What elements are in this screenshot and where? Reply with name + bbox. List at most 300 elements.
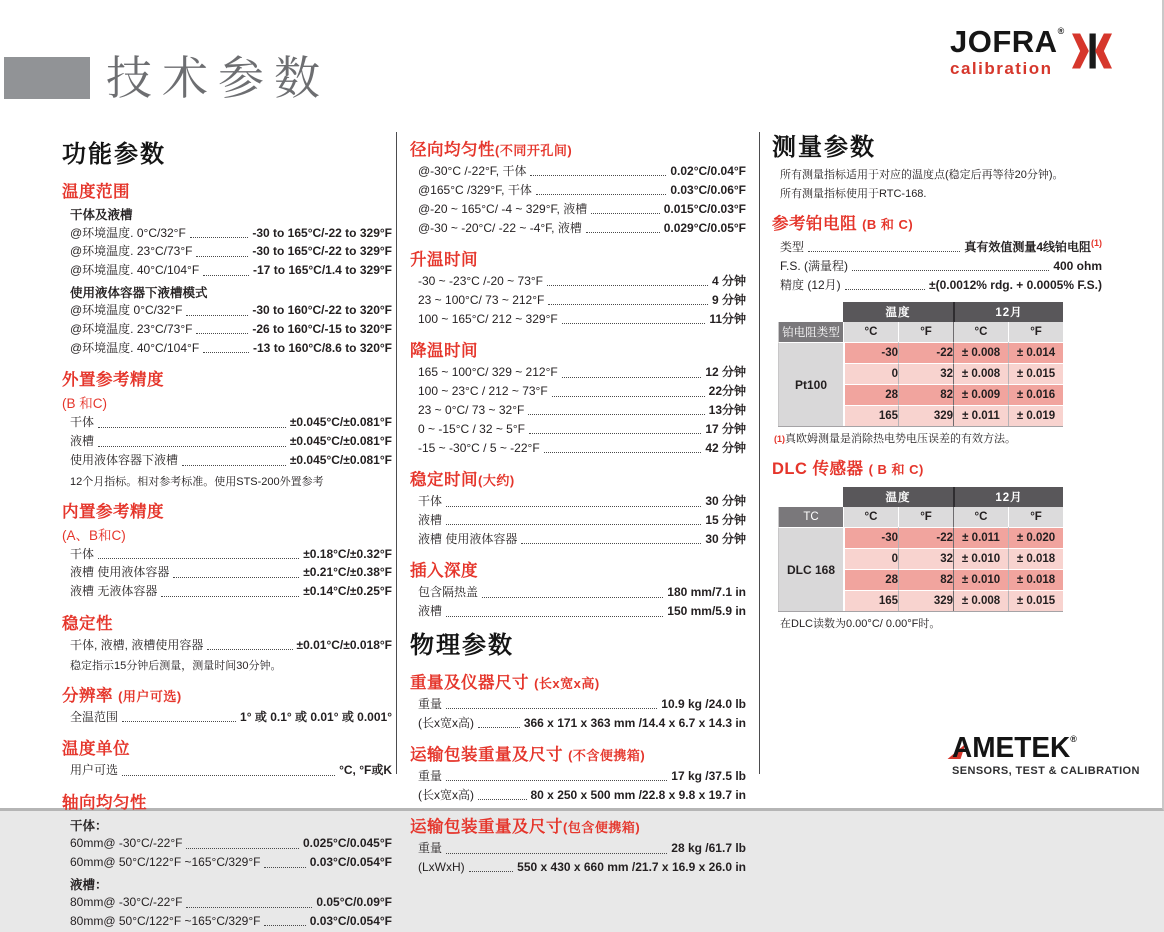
column-measurement-params [772, 123, 1102, 633]
spec-value: 0.025°C/0.045°F [303, 836, 392, 851]
spec-label: @环境温度. 0°C/32°F [70, 225, 186, 240]
table-col-header: °C [953, 507, 1008, 527]
spec-value: 真有效值测量4线铂电阻$^{(1)}$ [964, 238, 1102, 254]
spec-row [772, 237, 1102, 256]
spec-label: 干体, 液槽, 液槽使用容器 [70, 637, 204, 652]
dotted-leader [122, 775, 335, 776]
spec-row [62, 546, 392, 563]
table-row-label: Pt100 [778, 342, 843, 426]
dotted-leader [98, 446, 286, 447]
spec-value: -26 to 160°C/-15 to 320°F [252, 322, 392, 337]
spec-value: 22分钟 [708, 384, 746, 399]
spec-value: 150 mm/5.9 in [667, 604, 746, 619]
spec-label: 23 ~ 0°C/ 73 ~ 32°F [418, 403, 525, 418]
spec-label: 液槽 使用液体容器 [70, 565, 170, 580]
spec-row [772, 258, 1102, 275]
table-cell: ± 0.019 [1008, 405, 1063, 426]
dotted-leader [544, 452, 702, 453]
dotted-leader [529, 433, 701, 434]
dotted-leader [446, 708, 657, 709]
spec-heading-suffix: (不含便携箱) [568, 747, 646, 763]
spec-label: (LxWxH) [418, 860, 465, 875]
dotted-leader [528, 414, 704, 415]
spec-label: 精度 (12月) [780, 277, 841, 292]
spec-value: 0.03°C/0.054°F [309, 855, 392, 870]
spec-row [410, 364, 746, 381]
table-group-temperature: 温度 [843, 487, 953, 507]
spec-heading-text: 径向均匀性 [410, 141, 495, 159]
spec-table [778, 302, 1063, 427]
spec-heading [62, 789, 392, 813]
spec-label: 干体 [418, 494, 443, 509]
spec-subline: 使用液体容器下液槽模式 [70, 285, 208, 300]
spec-row [410, 292, 746, 309]
spec-value: 28 kg /61.7 lb [671, 841, 746, 856]
spec-heading-text: 运输包装重量及尺寸 [410, 818, 563, 837]
spec-row [62, 225, 392, 242]
spec-label: (长x宽x高) [418, 715, 474, 730]
spec-heading [410, 337, 746, 361]
header-accent-rect [4, 57, 90, 99]
spec-label: 60mm@ 50°C/122°F ~165°C/329°F [70, 855, 261, 870]
table-cell: ± 0.008 [953, 342, 1008, 363]
spec-row [410, 440, 746, 457]
dotted-leader [264, 925, 305, 926]
spec-row [62, 709, 392, 726]
spec-row [62, 854, 392, 871]
spec-row [410, 273, 746, 290]
jofra-subtitle: calibration [950, 59, 1053, 78]
footnote-ref: (1) [1091, 238, 1102, 248]
spec-value: 0.015°C/0.03°F [663, 201, 746, 216]
spec-row [62, 913, 392, 930]
spec-value: 400 ohm [1053, 258, 1102, 273]
column-divider [396, 132, 397, 774]
spec-value: 13分钟 [708, 403, 746, 418]
spec-value: -13 to 160°C/8.6 to 320°F [253, 340, 392, 355]
spec-label: (长x宽x高) [418, 787, 474, 802]
spec-heading [410, 557, 746, 581]
dotted-leader [547, 285, 708, 286]
spec-row [62, 321, 392, 338]
column-functional-params [62, 130, 392, 932]
spec-label: @环境温度. 40°C/104°F [70, 340, 200, 355]
table-cell: ± 0.020 [1008, 527, 1063, 548]
spec-value: 0.03°C/0.054°F [309, 914, 392, 929]
jofra-logo-text [950, 26, 1064, 79]
dotted-leader [207, 649, 292, 650]
spec-row [410, 383, 746, 400]
table-cell: 82 [898, 384, 953, 405]
dotted-leader [446, 780, 667, 781]
spec-label: @环境温度. 40°C/104°F [70, 263, 200, 278]
spec-row [62, 243, 392, 260]
spec-label: 液槽 无液体容器 [70, 584, 158, 599]
spec-label: 包含隔热盖 [418, 585, 479, 600]
table-data-row [778, 342, 1063, 363]
spec-row [410, 493, 746, 510]
spec-value: 0.05°C/0.09°F [316, 895, 392, 910]
dotted-leader [478, 799, 527, 800]
spec-value: 9 分钟 [711, 292, 746, 307]
spec-row [62, 433, 392, 450]
spec-label: 80mm@ -30°C/-22°F [70, 895, 183, 910]
table-column-header-row [778, 507, 1063, 527]
spec-label: 液槽 [418, 604, 443, 619]
ametek-subtitle: SENSORS, TEST & CALIBRATION [952, 765, 1140, 777]
spec-heading [62, 682, 392, 706]
spec-label: @-20 ~ 165°C/ -4 ~ 329°F, 液槽 [418, 201, 588, 216]
spec-value: 366 x 171 x 363 mm /14.4 x 6.7 x 14.3 in [523, 715, 746, 730]
dotted-leader [562, 323, 706, 324]
dotted-leader [845, 289, 925, 290]
ametek-wordmark: AMETEK [952, 731, 1071, 764]
spec-label: 液槽 使用液体容器 [418, 531, 518, 546]
spec-subline: 干体： [70, 818, 108, 833]
table-cell: ± 0.010 [953, 569, 1008, 590]
dotted-leader [852, 270, 1049, 271]
spec-label: @环境温度. 23°C/73°F [70, 322, 193, 337]
spec-label: 60mm@ -30°C/-22°F [70, 836, 183, 851]
table-col-header: °C [843, 507, 898, 527]
jofra-wordmark: JOFRA [950, 24, 1058, 59]
spec-label: 使用液体容器下液槽 [70, 453, 179, 468]
spec-row [772, 277, 1102, 294]
dotted-leader [186, 315, 248, 316]
spec-note: 所有测量指标适用于对应的温度点(稳定后再等待20分钟)。 [780, 169, 1064, 181]
spec-heading-text: 参考铂电阻 [772, 215, 863, 233]
dotted-leader [586, 232, 660, 233]
spec-heading-text: 轴向均匀性 [62, 793, 147, 812]
spec-value: 0.03°C/0.06°F [670, 182, 746, 197]
spec-value: ±0.045°C/±0.081°F [289, 415, 392, 430]
spec-label: 重量 [418, 696, 443, 711]
spec-heading-suffix: (大约) [478, 473, 515, 489]
spec-label: 0 ~ -15°C / 32 ~ 5°F [418, 421, 525, 436]
dotted-leader [446, 506, 701, 507]
spec-value: 11分钟 [709, 311, 746, 326]
spec-heading [410, 136, 746, 160]
table-cell: 0 [843, 363, 898, 384]
table-col-header: °F [1008, 322, 1063, 342]
spec-row [410, 531, 746, 548]
spec-value: 12 分钟 [705, 365, 746, 380]
spec-row [62, 340, 392, 357]
spec-heading-suffix: (用户可选) [118, 689, 182, 705]
spec-label: 100 ~ 165°C/ 212 ~ 329°F [418, 311, 558, 326]
spec-heading [410, 466, 746, 490]
table-cell: ± 0.015 [1008, 590, 1063, 611]
spec-value: ±(0.0012% rdg. + 0.0005% F.S.) [928, 277, 1102, 292]
spec-label: 100 ~ 23°C / 212 ~ 73°F [418, 384, 548, 399]
spec-value: 17 kg /37.5 lb [671, 768, 746, 783]
dotted-leader [536, 194, 667, 195]
spec-note: 所有测量指标使用于RTC-168. [780, 188, 927, 200]
spec-heading [410, 246, 746, 270]
spec-row [410, 859, 746, 876]
spec-heading-suffix: (不同开孔间) [495, 143, 573, 158]
table-cell: ± 0.018 [1008, 548, 1063, 569]
dotted-leader [552, 396, 705, 397]
spec-value: 42 分钟 [705, 440, 746, 455]
table-cell: ± 0.011 [953, 405, 1008, 426]
spec-label: @165°C /329°F, 干体 [418, 182, 532, 197]
table-group-header-row [778, 302, 1063, 322]
spec-row [62, 894, 392, 911]
dotted-leader [530, 175, 666, 176]
table-cell: 28 [843, 569, 898, 590]
table-col-header: °C [843, 322, 898, 342]
spec-label: 干体 [70, 546, 95, 561]
spec-value: 80 x 250 x 500 mm /22.8 x 9.8 x 19.7 in [530, 787, 746, 802]
spec-heading-text: 温度单位 [62, 740, 130, 759]
dotted-leader [122, 721, 236, 722]
spec-row [410, 201, 746, 218]
dotted-leader [469, 871, 513, 872]
spec-heading-text: 外置参考精度 [62, 371, 164, 390]
spec-heading-text: DLC 传感器 [772, 460, 869, 479]
table-cell: 165 [843, 405, 898, 426]
spec-label: 80mm@ 50°C/122°F ~165°C/329°F [70, 914, 261, 929]
spec-row [62, 302, 392, 319]
spec-label: 重量 [418, 768, 443, 783]
spec-heading-suffix: (B 和 C) [862, 217, 914, 232]
spec-row [410, 402, 746, 419]
spec-subline: 液槽： [70, 877, 108, 892]
spec-label: 165 ~ 100°C/ 329 ~ 212°F [418, 365, 558, 380]
table-cell: 28 [843, 384, 898, 405]
spec-label: 类型 [780, 240, 805, 254]
jofra-logo [950, 26, 1112, 79]
spec-value: 0.029°C/0.05°F [663, 220, 746, 235]
spec-heading-text: 重量及仪器尺寸 [410, 673, 535, 692]
dotted-leader [264, 867, 305, 868]
spec-value: 30 分钟 [705, 531, 746, 546]
ametek-logo [952, 731, 1140, 777]
spec-row [410, 421, 746, 438]
dotted-leader [521, 543, 701, 544]
table-cell: -30 [843, 527, 898, 548]
spec-row [410, 787, 746, 804]
spec-value: ±0.14°C/±0.25°F [303, 584, 392, 599]
spec-heading-text: 降温时间 [410, 342, 478, 361]
spec-row [410, 584, 746, 601]
page-title: 技术参数 [106, 52, 330, 104]
spec-value: 10.9 kg /24.0 lb [661, 696, 746, 711]
table-row-label: DLC 168 [778, 527, 843, 611]
spec-subheading: (A、B和C) [62, 527, 126, 543]
table-cell: 165 [843, 590, 898, 611]
spec-row [410, 603, 746, 620]
spec-row [62, 452, 392, 469]
table-group-header-row [778, 487, 1063, 507]
spec-label: @-30 ~ -20°C/ -22 ~ -4°F, 液槽 [418, 220, 582, 235]
spec-heading-suffix: (包含便携箱) [563, 820, 641, 836]
section-title: 测量参数 [772, 134, 876, 161]
spec-label: 用户可选 [70, 763, 119, 778]
dotted-leader [203, 352, 249, 353]
spec-value: ±0.045°C/±0.081°F [289, 434, 392, 449]
dotted-leader [186, 848, 299, 849]
spec-value: 17 分钟 [705, 421, 746, 436]
spec-value: 4 分钟 [711, 274, 746, 289]
spec-row [410, 182, 746, 199]
registered-mark-icon: ® [1057, 26, 1065, 36]
section-title: 功能参数 [62, 141, 166, 168]
spec-row [62, 637, 392, 654]
spec-label: F.S. (满量程) [780, 258, 848, 273]
dotted-leader [446, 524, 701, 525]
table-col-header: °F [898, 507, 953, 527]
dotted-leader [562, 377, 702, 378]
spec-label: 重量 [418, 841, 443, 856]
spec-row [62, 583, 392, 600]
column-divider [759, 132, 760, 774]
spec-row [410, 696, 746, 713]
footnote-text: 真欧姆测量是消除热电势电压误差的有效方法。 [785, 433, 1016, 446]
spec-value: ±0.18°C/±0.32°F [303, 546, 392, 561]
footnote-marker: (1) [774, 434, 785, 445]
spec-heading-text: 稳定性 [62, 614, 113, 633]
table-cell: -22 [898, 342, 953, 363]
spec-row [62, 835, 392, 852]
spec-value: -30 to 160°C/-22 to 320°F [252, 303, 392, 318]
table-cell: 0 [843, 548, 898, 569]
table-col-header: °C [953, 322, 1008, 342]
dotted-leader [196, 256, 248, 257]
spec-heading [62, 366, 392, 390]
dotted-leader [446, 616, 663, 617]
dotted-leader [190, 237, 249, 238]
table-cell: ± 0.011 [953, 527, 1008, 548]
spec-label: -15 ~ -30°C / 5 ~ -22°F [418, 440, 540, 455]
spec-label: 23 ~ 100°C/ 73 ~ 212°F [418, 292, 545, 307]
table-cell: 32 [898, 363, 953, 384]
registered-mark-icon: ® [1070, 734, 1077, 744]
table-corner-cell [778, 302, 843, 322]
table-corner-cell [778, 487, 843, 507]
spec-heading-text: 稳定时间 [410, 471, 478, 490]
table-cell: -22 [898, 527, 953, 548]
spec-table [778, 487, 1063, 612]
spec-value: 15 分钟 [705, 513, 746, 528]
table-group-12month: 12月 [953, 487, 1063, 507]
table-footnote [772, 430, 1102, 446]
spec-value: °C, °F或K [339, 763, 392, 778]
spec-heading [62, 178, 392, 202]
table-cell: 32 [898, 548, 953, 569]
spec-row [410, 512, 746, 529]
section-title: 物理参数 [410, 631, 514, 659]
dotted-leader [808, 251, 960, 252]
table-row-header: TC [778, 507, 843, 527]
spec-value: 180 mm/7.1 in [667, 585, 746, 600]
table-group-temperature: 温度 [843, 302, 953, 322]
dotted-leader [203, 275, 249, 276]
spec-note: 在DLC读数为0.00°C/ 0.00°F时。 [780, 618, 941, 631]
table-cell: ± 0.018 [1008, 569, 1063, 590]
table-cell: ± 0.010 [953, 548, 1008, 569]
spec-heading-text: 温度范围 [62, 183, 130, 201]
spec-note: 稳定指示15分钟后测量，测量时间30分钟。 [70, 660, 282, 673]
dotted-leader [173, 577, 299, 578]
table-row-header: 铂电阻类型 [778, 322, 843, 342]
ametek-logo-row [952, 731, 1140, 764]
table-column-header-row [778, 322, 1063, 342]
spec-heading [62, 610, 392, 634]
jofra-brackets-icon [1072, 28, 1112, 74]
table-cell: ± 0.015 [1008, 363, 1063, 384]
dotted-leader [591, 213, 659, 214]
spec-label: 全温范围 [70, 710, 119, 725]
table-cell: 329 [898, 405, 953, 426]
spec-heading-text: 内置参考精度 [62, 502, 164, 521]
spec-row [410, 840, 746, 857]
column-physical-params [410, 127, 746, 878]
spec-value: 550 x 430 x 660 mm /21.7 x 16.9 x 26.0 in [517, 860, 746, 875]
spec-subheading: (B 和C) [62, 396, 107, 412]
table-group-12month: 12月 [953, 302, 1063, 322]
dotted-leader [186, 907, 312, 908]
spec-heading [410, 669, 746, 693]
dotted-leader [478, 727, 520, 728]
spec-subline: 干体及液槽 [70, 208, 133, 222]
spec-label: 液槽 [70, 434, 95, 449]
spec-row [410, 220, 746, 237]
spec-heading-suffix: (长x宽x高) [534, 675, 600, 691]
dotted-leader [98, 427, 286, 428]
spec-row [410, 163, 746, 180]
table-data-row [778, 527, 1063, 548]
table-cell: 82 [898, 569, 953, 590]
spec-row [410, 715, 746, 732]
table-cell: ± 0.008 [953, 363, 1008, 384]
spec-label: -30 ~ -23°C /-20 ~ 73°F [418, 274, 543, 289]
table-cell: ± 0.016 [1008, 384, 1063, 405]
spec-row [62, 414, 392, 431]
table-cell: -30 [843, 342, 898, 363]
table-col-header: °F [898, 322, 953, 342]
table-cell: ± 0.009 [953, 384, 1008, 405]
spec-label: 液槽 [418, 513, 443, 528]
dotted-leader [548, 304, 708, 305]
spec-heading-text: 插入深度 [410, 562, 478, 581]
spec-row [410, 311, 746, 328]
dotted-leader [161, 596, 299, 597]
dotted-leader [446, 853, 667, 854]
spec-label: @-30°C /-22°F, 干体 [418, 164, 527, 178]
spec-value: 0.02°C/0.04°F [670, 164, 746, 178]
spec-value: 1° 或 0.1° 或 0.01° 或 0.001° [240, 710, 392, 725]
dotted-leader [482, 597, 663, 598]
spec-value: ±0.21°C/±0.38°F [303, 565, 392, 580]
spec-heading [62, 735, 392, 759]
spec-row [410, 768, 746, 785]
spec-row [62, 564, 392, 581]
spec-value: ±0.045°C/±0.081°F [289, 453, 392, 468]
spec-value: -30 to 165°C/-22 to 329°F [252, 225, 392, 240]
spec-label: @环境温度 0°C/32°F [70, 303, 183, 318]
dotted-leader [196, 333, 248, 334]
spec-heading-text: 升温时间 [410, 251, 478, 270]
spec-heading [410, 813, 746, 837]
spec-heading [410, 741, 746, 765]
table-col-header: °F [1008, 507, 1063, 527]
spec-label: @环境温度. 23°C/73°F [70, 244, 193, 259]
spec-heading [772, 210, 1102, 234]
spec-value: ±0.01°C/±0.018°F [296, 637, 392, 652]
spec-heading-suffix: ( B 和 C) [868, 462, 924, 478]
